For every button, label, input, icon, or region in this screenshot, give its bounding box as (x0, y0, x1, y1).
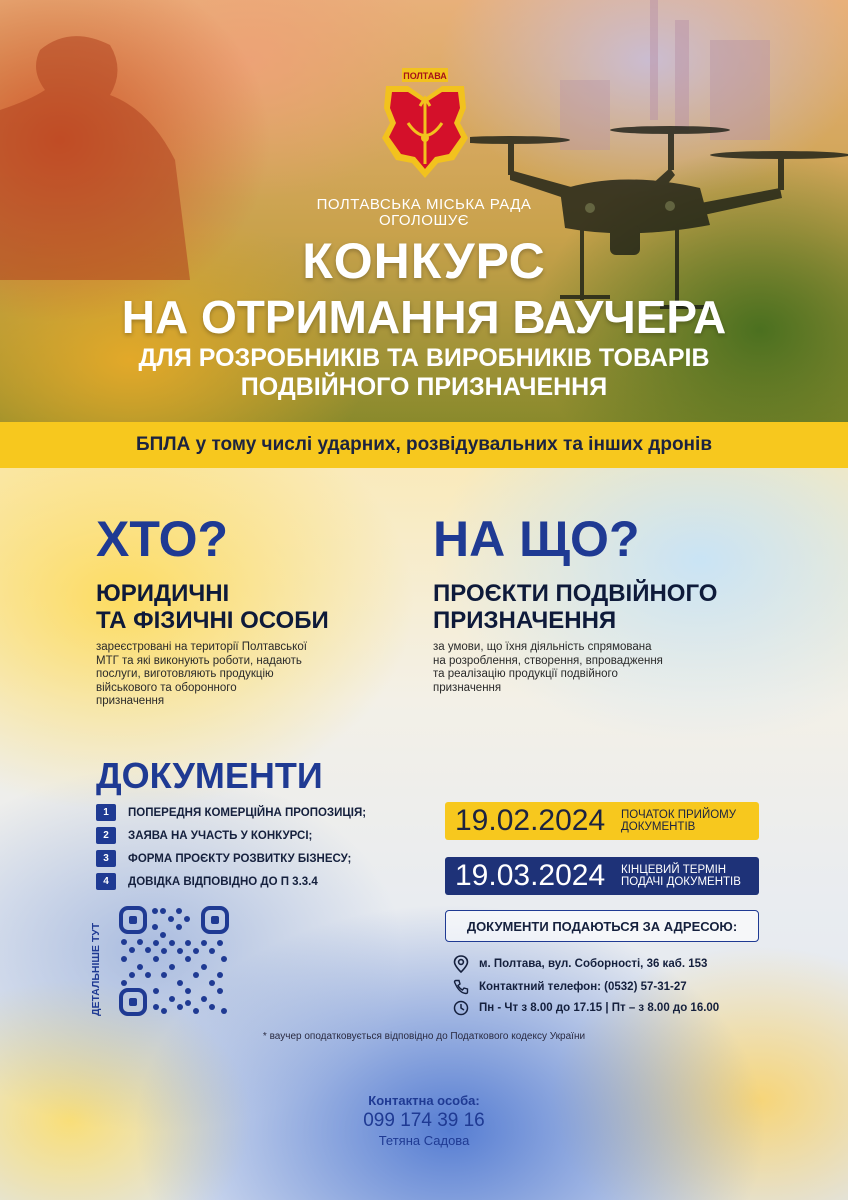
who-heading: ХТО? (96, 511, 229, 567)
org-name: ПОЛТАВСЬКА МІСЬКА РАДА (316, 196, 532, 213)
who-desc-line: призначення (96, 695, 165, 707)
banner-text: БПЛА у тому числі ударних, розвідувальних та інших дронів (135, 434, 712, 455)
document-number-badge: 3 (96, 850, 116, 867)
qr-code-icon[interactable] (118, 905, 230, 1017)
document-label: ДОВІДКА ВІДПОВІДНО ДО П 3.3.4 (128, 875, 318, 888)
what-desc-line: на розроблення, створення, впровадження (433, 654, 663, 667)
who-title-line2: ТА ФІЗИЧНІ ОСОБИ (96, 607, 329, 634)
what-desc-line: призначення (433, 681, 502, 694)
hero-banner (0, 0, 848, 422)
document-label: ЗАЯВА НА УЧАСТЬ У КОНКУРСІ; (128, 829, 313, 842)
address-location-row (453, 955, 707, 973)
document-label: ФОРМА ПРОЄКТУ РОЗВИТКУ БІЗНЕСУ; (128, 852, 352, 865)
subtitle-line1: ДЛЯ РОЗРОБНИКІВ ТА ВИРОБНИКІВ ТОВАРІВ (138, 344, 710, 372)
what-desc-line: за умови, що їхня діяльність спрямована (433, 641, 652, 653)
poltava-coat-of-arms-icon (378, 68, 472, 180)
page-title-line2: НА ОТРИМАННЯ ВАУЧЕРА (121, 291, 727, 343)
subtitle-line2: ПОДВІЙНОГО ПРИЗНАЧЕННЯ (240, 373, 608, 401)
document-number-badge: 4 (96, 873, 116, 890)
document-item (96, 873, 318, 890)
qr-label: ДЕТАЛЬНІШЕ ТУТ (90, 922, 102, 1016)
drone-banner (0, 422, 848, 468)
what-heading: НА ЩО? (433, 511, 640, 567)
page-title-line1: КОНКУРС (302, 233, 546, 289)
address-hours: Пн - Чт з 8.00 до 17.15 | Пт – з 8.00 до 16.00 (479, 1002, 720, 1014)
end-date-box (445, 857, 759, 895)
who-desc-line: зареєстровані на території Полтавської (96, 641, 307, 653)
address-hours-row (453, 1000, 719, 1016)
clock-icon (453, 1000, 469, 1016)
address-location: м. Полтава, вул. Соборності, 36 каб. 153 (479, 958, 708, 970)
document-number-badge: 1 (96, 804, 116, 821)
start-date: 19.02.2024 (455, 804, 606, 837)
who-title-line1: ЮРИДИЧНІ (96, 580, 230, 607)
who-description (96, 641, 307, 709)
what-description (433, 641, 663, 695)
document-item (96, 850, 351, 867)
end-date-label (613, 864, 741, 889)
address-heading-box (445, 910, 759, 942)
end-date: 19.03.2024 (455, 859, 606, 892)
org-announces: ОГОЛОШУЄ (378, 212, 469, 229)
address-heading: ДОКУМЕНТИ ПОДАЮТЬСЯ ЗА АДРЕСОЮ: (466, 918, 738, 934)
phone-icon (453, 979, 469, 995)
end-date-label-line1: КІНЦЕВИЙ ТЕРМІН (621, 863, 727, 876)
coat-label: ПОЛТАВА (403, 71, 447, 81)
footnote: * ваучер оподатковується відповідно до Податкового кодексу України (262, 1031, 586, 1042)
what-title-line2: ПРИЗНАЧЕННЯ (433, 607, 617, 634)
end-date-label-line2: ПОДАЧІ ДОКУМЕНТІВ (621, 876, 741, 888)
start-date-label (613, 809, 736, 834)
start-date-box (445, 802, 759, 840)
what-title-line1: ПРОЄКТИ ПОДВІЙНОГО (433, 580, 718, 607)
what-desc-line: та реалізацію продукції подвійного (433, 668, 618, 680)
start-date-label-line1: ПОЧАТОК ПРИЙОМУ (621, 808, 737, 821)
document-item (96, 827, 312, 844)
document-item (96, 804, 366, 821)
contact-name: Тетяна Садова (378, 1133, 470, 1148)
location-pin-icon (453, 955, 469, 973)
contact-phone[interactable]: 099 174 39 16 (363, 1110, 485, 1131)
who-desc-line: МТГ та які виконують роботи, надають (96, 654, 302, 667)
document-label: ПОПЕРЕДНЯ КОМЕРЦІЙНА ПРОПОЗИЦІЯ; (128, 806, 367, 819)
start-date-label-line2: ДОКУМЕНТІВ (621, 821, 696, 833)
document-number-badge: 2 (96, 827, 116, 844)
who-desc-line: послуги, виготовляють продукцію (96, 668, 274, 680)
documents-heading: ДОКУМЕНТИ (96, 755, 323, 796)
contact-label: Контактна особа: (368, 1093, 480, 1108)
address-phone: Контактний телефон: (0532) 57-31-27 (479, 981, 687, 993)
address-phone-row (453, 979, 687, 995)
who-desc-line: військового та оборонного (96, 681, 237, 694)
